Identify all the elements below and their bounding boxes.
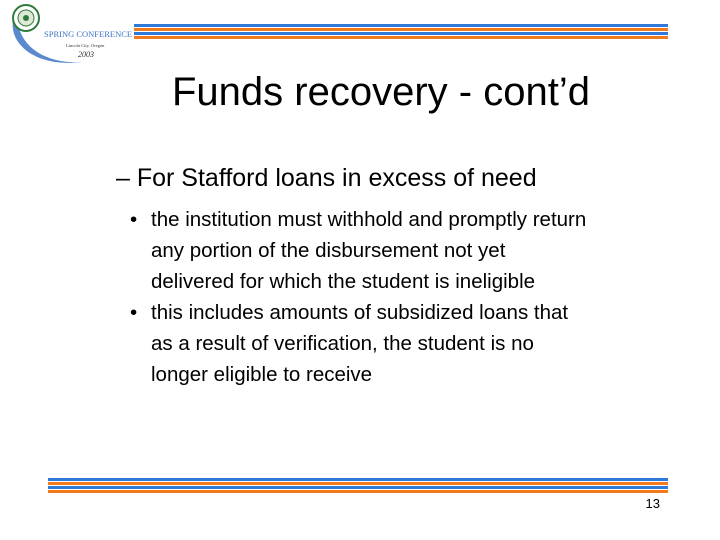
slide-title: Funds recovery - cont’d (172, 70, 590, 114)
logo-year: 2003 (78, 50, 94, 59)
bullet-text-line: longer eligible to receive (151, 363, 373, 386)
bottom-decorative-stripes (48, 478, 668, 494)
bullet-marker: • (130, 301, 138, 324)
spring-conference-logo (4, 2, 132, 72)
subheading: – For Stafford loans in excess of need (116, 164, 537, 192)
bullet-list (130, 204, 670, 390)
page-number: 13 (645, 496, 660, 511)
bullet-text-line: delivered for which the student is ineligible (151, 270, 536, 293)
logo-title: SPRING CONFERENCE (44, 29, 132, 39)
logo-location: Lincoln City, Oregon (66, 43, 105, 48)
bullet-text-line: as a result of verification, the student is no (151, 332, 534, 355)
bullet-text-line: the institution must withhold and promptly return (151, 208, 587, 231)
bullet-marker: • (130, 208, 138, 231)
top-decorative-stripes (134, 24, 668, 40)
bullet-text-line: this includes amounts of subsidized loans that (151, 301, 569, 324)
bullet-text-line: any portion of the disbursement not yet (151, 239, 506, 262)
bullet-item (130, 204, 670, 297)
bullet-item (130, 297, 670, 390)
